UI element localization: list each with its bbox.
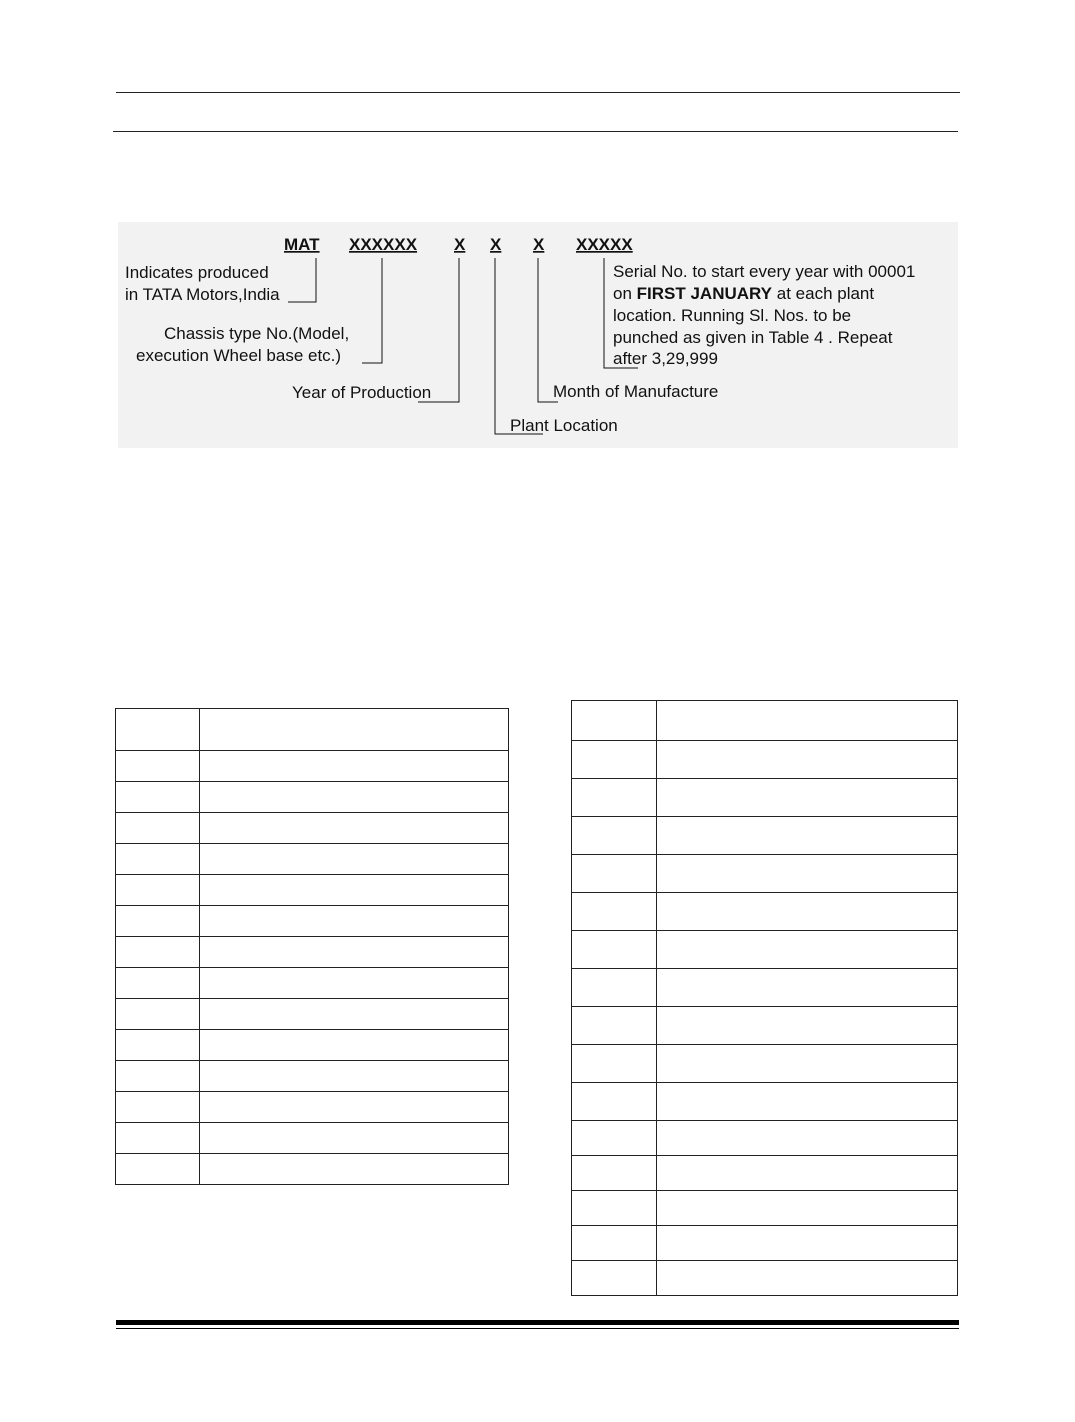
token-chassis-type: XXXXXX bbox=[349, 235, 418, 254]
vin-diagram-svg bbox=[118, 222, 958, 448]
table-row bbox=[572, 779, 958, 817]
label-manufacturer-line2: in TATA Motors,India bbox=[125, 285, 280, 304]
token-month: X bbox=[533, 235, 545, 254]
table-cell-description bbox=[200, 782, 509, 813]
label-serial-line5: after 3,29,999 bbox=[613, 349, 718, 368]
table-cell-code bbox=[572, 969, 657, 1007]
table-cell-code bbox=[572, 779, 657, 817]
table-row bbox=[572, 1261, 958, 1296]
table-cell-description bbox=[200, 844, 509, 875]
label-chassis-line2: execution Wheel base etc.) bbox=[136, 346, 342, 365]
table-cell-code bbox=[116, 1092, 200, 1123]
table-cell-code bbox=[116, 1154, 200, 1185]
table-cell-code bbox=[116, 1123, 200, 1154]
table-cell-description bbox=[657, 1121, 958, 1156]
table-row bbox=[572, 1045, 958, 1083]
table-cell-description bbox=[657, 1007, 958, 1045]
leader-chassis-type bbox=[362, 258, 382, 363]
label-serial-line3: location. Running Sl. Nos. to be bbox=[613, 306, 852, 325]
table-cell-code bbox=[572, 1121, 657, 1156]
footer-rule-thick bbox=[116, 1320, 959, 1325]
table-cell-description bbox=[200, 968, 509, 999]
table-cell-description bbox=[200, 937, 509, 968]
table-cell-description bbox=[200, 813, 509, 844]
leader-manufacturer bbox=[288, 258, 316, 302]
token-manufacturer: MAT bbox=[284, 235, 320, 254]
table-cell-code bbox=[572, 1226, 657, 1261]
table-cell-description bbox=[657, 1261, 958, 1296]
table-cell-description bbox=[200, 875, 509, 906]
label-plant-location: Plant Location bbox=[510, 416, 618, 435]
table-cell-code bbox=[572, 855, 657, 893]
table-cell-code bbox=[116, 906, 200, 937]
table-cell-code bbox=[116, 937, 200, 968]
table-cell-description bbox=[200, 1154, 509, 1185]
table-cell-description bbox=[657, 1083, 958, 1121]
table-cell-description bbox=[200, 906, 509, 937]
table-cell-description bbox=[657, 817, 958, 855]
table-row bbox=[116, 844, 509, 875]
table-row bbox=[116, 875, 509, 906]
table-cell-code bbox=[572, 893, 657, 931]
footer-rule-thin bbox=[116, 1328, 959, 1329]
label-serial-line2-prefix: on bbox=[613, 284, 637, 303]
table-cell-code bbox=[572, 1156, 657, 1191]
table-cell-description bbox=[657, 1156, 958, 1191]
table-row bbox=[116, 1154, 509, 1185]
table-cell-description bbox=[200, 709, 509, 751]
table-cell-description bbox=[657, 779, 958, 817]
table-cell-description bbox=[657, 1191, 958, 1226]
table-row bbox=[572, 1007, 958, 1045]
table-row bbox=[572, 893, 958, 931]
table-row bbox=[116, 1092, 509, 1123]
table-row bbox=[572, 817, 958, 855]
label-serial-line2-suffix: at each plant bbox=[772, 284, 875, 303]
label-serial-line2 bbox=[613, 284, 874, 303]
leader-plant bbox=[495, 258, 543, 434]
table-row bbox=[572, 969, 958, 1007]
table-cell-code bbox=[116, 709, 200, 751]
table-row bbox=[116, 1123, 509, 1154]
table-cell-code bbox=[572, 1083, 657, 1121]
table-cell-code bbox=[116, 875, 200, 906]
table-row bbox=[116, 937, 509, 968]
table-cell-description bbox=[657, 931, 958, 969]
token-plant: X bbox=[490, 235, 502, 254]
vin-structure-diagram bbox=[118, 222, 958, 448]
table-row bbox=[116, 813, 509, 844]
table-row bbox=[572, 1156, 958, 1191]
table-cell-code bbox=[572, 701, 657, 741]
label-serial-line1: Serial No. to start every year with 00001 bbox=[613, 262, 916, 281]
table-row bbox=[572, 1083, 958, 1121]
table-cell-code bbox=[572, 1261, 657, 1296]
table-cell-code bbox=[116, 813, 200, 844]
table-row bbox=[572, 1226, 958, 1261]
right-code-table bbox=[571, 700, 958, 1296]
token-serial: XXXXX bbox=[576, 235, 633, 254]
table-row bbox=[116, 1061, 509, 1092]
left-code-table bbox=[115, 708, 509, 1185]
table-row bbox=[572, 701, 958, 741]
table-cell-description bbox=[657, 1226, 958, 1261]
label-manufacturer-line1: Indicates produced bbox=[125, 263, 269, 282]
table-cell-code bbox=[116, 1030, 200, 1061]
table-row bbox=[116, 1030, 509, 1061]
table-row bbox=[116, 782, 509, 813]
token-year: X bbox=[454, 235, 466, 254]
table-cell-code bbox=[572, 1191, 657, 1226]
label-serial-first-january: FIRST JANUARY bbox=[636, 284, 773, 303]
label-chassis-line1: Chassis type No.(Model, bbox=[164, 324, 350, 343]
table-cell-description bbox=[657, 741, 958, 779]
table-cell-code bbox=[572, 931, 657, 969]
table-cell-code bbox=[116, 1061, 200, 1092]
table-row bbox=[116, 968, 509, 999]
table-row bbox=[116, 751, 509, 782]
table-cell-description bbox=[657, 855, 958, 893]
table-cell-description bbox=[657, 1045, 958, 1083]
header-rule-top bbox=[116, 92, 960, 93]
table-row bbox=[572, 855, 958, 893]
table-row bbox=[572, 931, 958, 969]
table-cell-description bbox=[200, 1061, 509, 1092]
table-cell-code bbox=[572, 1007, 657, 1045]
table-cell-description bbox=[200, 1030, 509, 1061]
label-serial-line4: punched as given in Table 4 . Repeat bbox=[613, 328, 893, 347]
table-cell-code bbox=[572, 1045, 657, 1083]
leader-month bbox=[538, 258, 558, 402]
table-cell-description bbox=[200, 999, 509, 1030]
table-cell-code bbox=[572, 817, 657, 855]
table-cell-description bbox=[200, 751, 509, 782]
table-cell-description bbox=[657, 969, 958, 1007]
table-row bbox=[572, 741, 958, 779]
leader-year bbox=[418, 258, 459, 402]
label-month-of-manufacture: Month of Manufacture bbox=[553, 382, 719, 401]
table-cell-code bbox=[116, 844, 200, 875]
header-rule-bottom bbox=[113, 131, 958, 132]
table-cell-code bbox=[116, 999, 200, 1030]
table-cell-description bbox=[657, 893, 958, 931]
label-year-of-production: Year of Production bbox=[292, 383, 432, 402]
table-row bbox=[572, 1191, 958, 1226]
table-row bbox=[116, 709, 509, 751]
table-cell-description bbox=[200, 1092, 509, 1123]
table-cell-code bbox=[116, 968, 200, 999]
table-cell-code bbox=[116, 782, 200, 813]
table-cell-code bbox=[572, 741, 657, 779]
table-row bbox=[116, 999, 509, 1030]
table-cell-code bbox=[116, 751, 200, 782]
table-cell-description bbox=[200, 1123, 509, 1154]
table-row bbox=[116, 906, 509, 937]
table-cell-description bbox=[657, 701, 958, 741]
table-row bbox=[572, 1121, 958, 1156]
